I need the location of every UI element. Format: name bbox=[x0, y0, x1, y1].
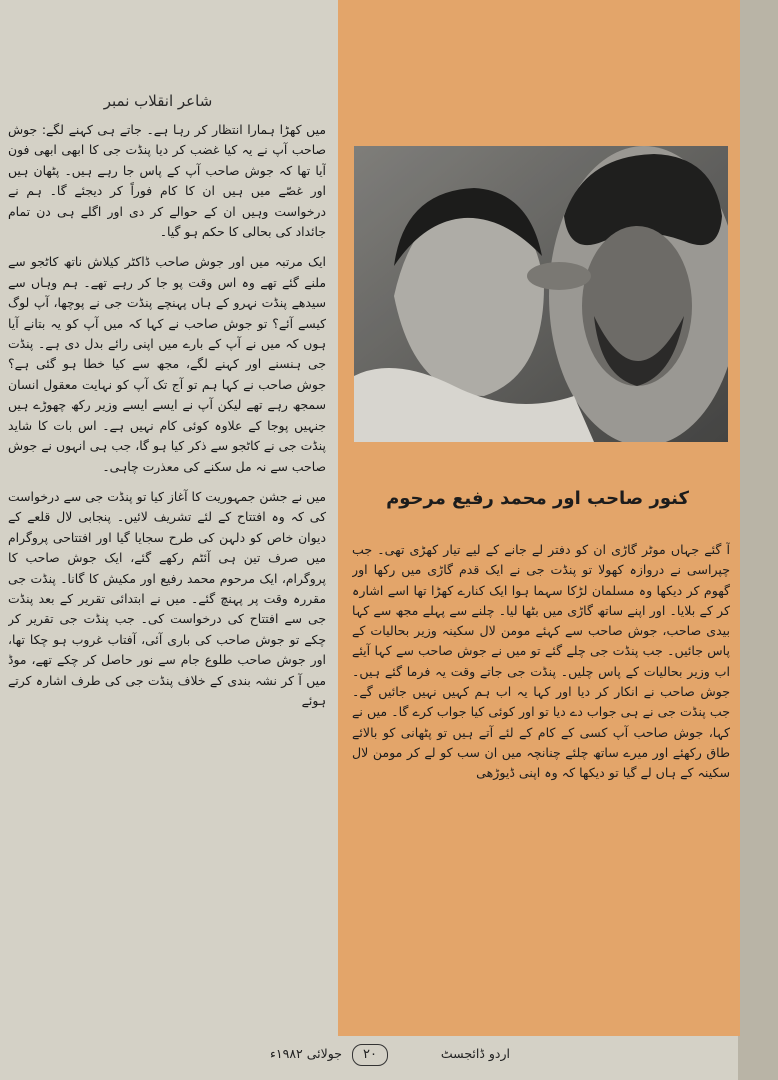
right-paragraph-1: آ گئے جہاں موٹر گاڑی ان کو دفتر لے جانے کے لیے تیار کھڑی تھی۔ جب چپراسی نے دروازہ کھولا تو پنڈت جی نے ایک قدم گاڑی میں رکھا اور گھوم کر دیکھا وہ مسلمان لڑکا سہما ہوا ایک کنارے کھڑا تھا اسے اشارہ کر کے بلایا۔ اور اپنے ساتھ گاڑی میں بٹھا لیا۔ چلنے سے پہلے مجھ سے کہا بیدی صاحب، جوش صاحب سے کہئے مومن لال سکینہ وزیر بحالیات کے پاس جائیں۔ جب پنڈت جی چلے گئے تو میں نے جوش صاحب سے کہا آیئے اب وزیر بحالیات کے پاس چلیں۔ پنڈت جی جاتے وقت یہ فرما گئے ہیں۔ جوش صاحب نے انکار کر دیا اور کہا یہ اب ہم کہیں نہیں جائیں گے۔ جب پنڈت جی نے ہی جواب دے دیا تو اور کوئی کیا جواب کرے گا۔ میں نے کہا، جوش صاحب آپ کسی کے کام کے لئے آتے ہیں تو پٹھانی کو بالائے طاق رکھئے اور میرے ساتھ چلئے چنانچہ میں ان سب کو لے کر مومن لال سکینہ کے ہاں لے گیا تو دیکھا کہ وہ اپنی ڈیوڑھی bbox=[352, 542, 730, 781]
left-paragraph-1: میں کھڑا ہمارا انتظار کر رہا ہے۔ جاتے ہی کہنے لگے: جوش صاحب آپ نے یہ کیا غضب کر دیا پنڈت جی کا ابھی ابھی فون آیا تھا کہ جوش صاحب آپ کے پاس جا رہے ہیں۔ پٹھان ہیں اور غصّے میں ہیں ان کا کام فوراً کر دیجئے گا۔ ہم نے درخواست وہیں ان کے حوالے کر دی اور اگلے ہی دن تمام جائداد کی بحالی کا حکم ہو گیا۔ bbox=[8, 122, 326, 240]
photo-two-men bbox=[354, 146, 728, 442]
left-paragraph-2: ایک مرتبہ میں اور جوش صاحب ڈاکٹر کیلاش ناتھ کاٹجو سے ملنے گئے تھے وہ اس وقت پو جا کر رہے تھے۔ ہم وہاں سے سیدھے پنڈت نہرو کے ہاں پہنچے پنڈت جی نے پوچھا، آپ لوگ کیسے آئے؟ تو جوش صاحب نے کہا کہ میں آپ کو یہ بتانے آیا ہوں کہ میں نے آپ کے بارے میں اپنی رائے بدل دی ہے۔ پنڈت جی ہنسنے اور کہنے لگے، مجھ سے کیا خطا ہو گئی ہے؟ جوش صاحب نے کہا ہم تو آج تک آپ کو نہایت معقول انسان سمجھ رہے تھے لیکن آپ نے ایسے ایسے وزیر رکھ چھوڑے ہیں جنہیں پوجا کے علاوہ کوئی کام نہیں ہے۔ اس بات کا شاید پنڈت جی نے کاٹجو سے ذکر کیا ہو گا، جب ہی انہوں نے جوش صاحب سے نہ مل سکنے کی معذرت چاہی۔ bbox=[8, 254, 326, 474]
page-header-title: شاعر انقلاب نمبر bbox=[103, 92, 213, 110]
left-text-column bbox=[8, 120, 326, 1025]
footer-date: جولائی ١٩٨٢ء bbox=[270, 1046, 342, 1061]
footer-page-number: ٢٠ bbox=[352, 1044, 388, 1066]
left-paragraph-3: میں نے جشن جمہوریت کا آغاز کیا تو پنڈت جی سے درخواست کی کہ وہ افتتاح کے لئے تشریف لائیں۔ پنجابی لال قلعے کے دیوان خاص کو دلہن کی طرح سجایا گیا اور افتتاحی پروگرام میں صرف تین ہی آئٹم رکھے گئے، ایک جوش صاحب کا پروگرام، ایک مرحوم محمد رفیع اور مکیش کا گانا۔ پنڈت جی مقررہ وقت پر پہنچ گئے۔ میں نے ابتدائی تقریر کے بعد پنڈت جی سے افتتاح کی درخواست کی۔ جب پنڈت جی تقریر کر چکے تو جوش صاحب کی باری آئی، آفتاب غروب ہو چکا تھا، اور جوش صاحب طلوع جام سے نور حاصل کر چکے تھے، موڈ میں آ کر نشہ بندی کے خلاف پنڈت جی کی طرف اشارہ کرتے ہوئے bbox=[8, 488, 326, 708]
photo-caption: کنور صاحب اور محمد رفیع مرحوم bbox=[386, 488, 689, 509]
footer-magazine-name: اردو ڈائجسٹ bbox=[440, 1046, 510, 1061]
page-edge bbox=[738, 0, 778, 1080]
right-text-column bbox=[352, 540, 730, 1030]
page-footer bbox=[270, 1042, 510, 1070]
